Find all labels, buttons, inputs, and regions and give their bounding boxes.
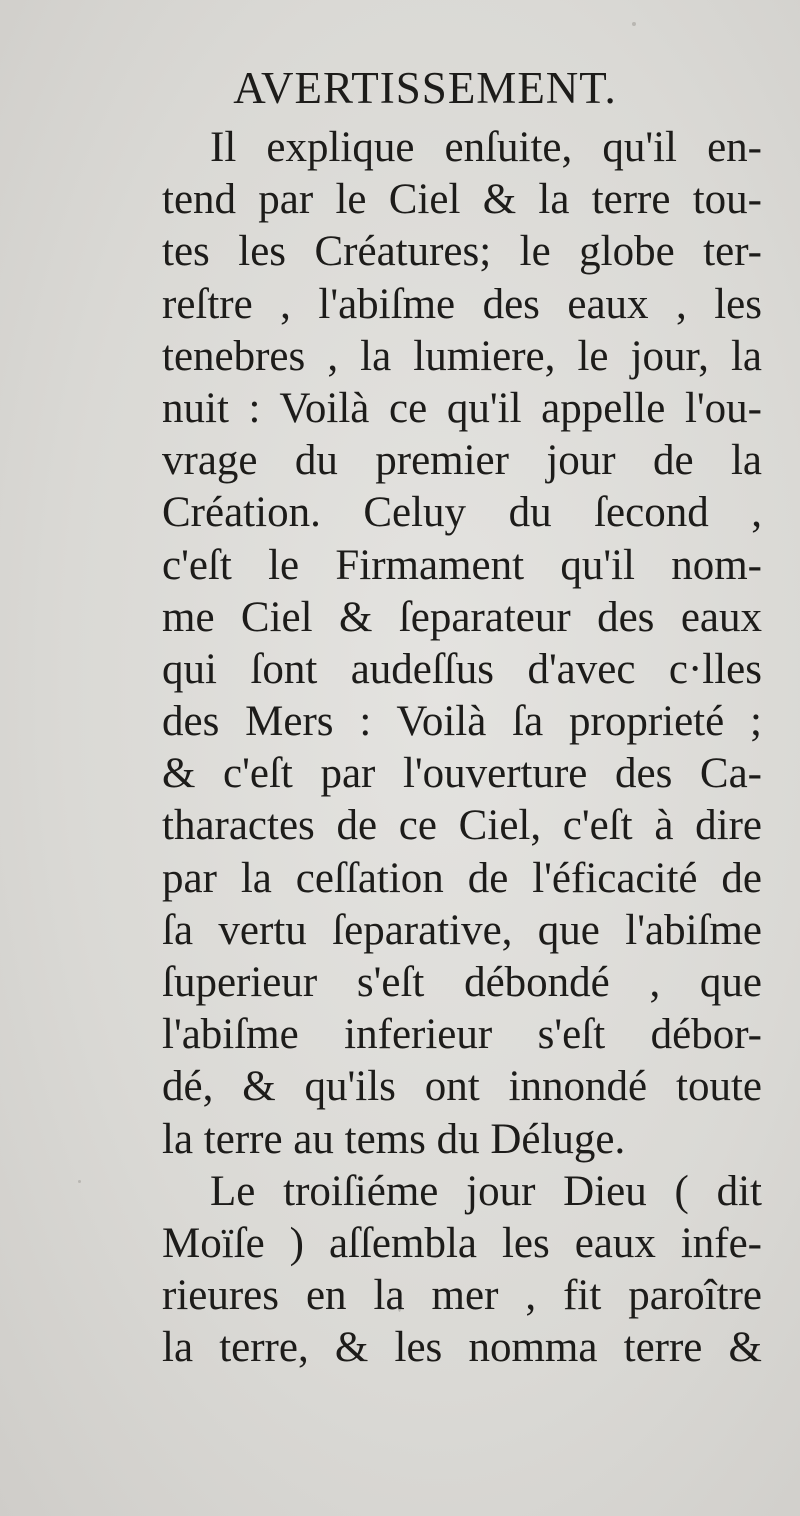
text-line: tes les Créatures; le globe ter-	[162, 228, 762, 276]
text-line: la terre, & les nomma terre &	[162, 1324, 762, 1372]
text-line: Il explique enſuite, qu'il en-	[210, 124, 762, 171]
text-line: l'abiſme inferieur s'eſt débor-	[162, 1011, 762, 1059]
text-line: nuit : Voilà ce qu'il appelle l'ou-	[162, 384, 762, 432]
text-line: tenebres , la lumiere, le jour, la	[162, 332, 762, 380]
text-line: Création. Celuy du ſecond ,	[162, 489, 762, 537]
text-line: Moïſe ) aſſembla les eaux infe-	[162, 1219, 762, 1267]
text-line: tharactes de ce Ciel, c'eſt à dire	[162, 802, 762, 850]
running-header: AVERTISSEMENT.	[233, 63, 617, 113]
text-line: ſuperieur s'eſt débondé , que	[162, 959, 762, 1006]
text-line: ſa vertu ſeparative, que l'abiſme	[162, 906, 762, 954]
body-text	[162, 122, 762, 1375]
paper-speck	[78, 1180, 81, 1183]
text-line: reſtre , l'abiſme des eaux , les	[162, 280, 762, 328]
text-line: dé, & qu'ils ont innondé toute	[162, 1063, 762, 1111]
text-line: par la ceſſation de l'éficacité de	[162, 854, 762, 902]
text-line: des Mers : Voilà ſa proprieté ;	[162, 698, 762, 746]
text-line: c'eſt le Firmament qu'il nom-	[162, 541, 762, 589]
text-line: qui ſont audeſſus d'avec c·lles	[162, 645, 762, 693]
text-line: me Ciel & ſeparateur des eaux	[162, 593, 762, 641]
text-line: tend par le Ciel & la terre tou-	[162, 176, 762, 224]
text-line: rieures en la mer , fit paroître	[162, 1272, 762, 1320]
paper-speck	[632, 22, 636, 26]
text-line: Le troiſiéme jour Dieu ( dit	[210, 1167, 762, 1215]
text-line: la terre au tems du Déluge.	[162, 1115, 626, 1163]
text-line: vrage du premier jour de la	[162, 437, 762, 485]
text-line: & c'eſt par l'ouverture des Ca-	[162, 750, 762, 798]
